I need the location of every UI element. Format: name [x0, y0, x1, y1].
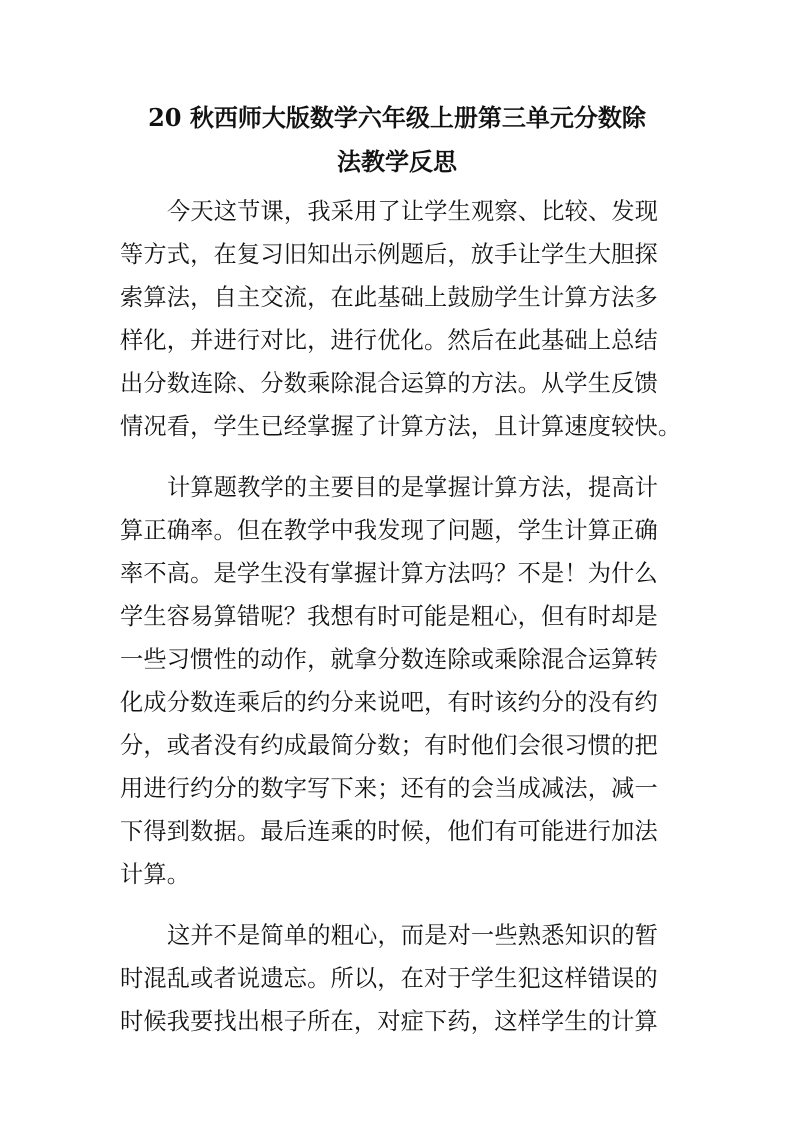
- document-body: [120, 190, 682, 1061]
- paragraph-3: [120, 914, 676, 1043]
- paragraph-line: 这并不是简单的粗心，而是对一些熟悉知识的暂: [167, 922, 659, 949]
- paragraph-line: 下得到数据。最后连乘的时候，他们有可能进行加法: [120, 818, 658, 845]
- paragraph-line: 索算法，自主交流，在此基础上鼓励学生计算方法多: [120, 284, 658, 311]
- paragraph-line: 今天这节课，我采用了让学生观察、比较、发现: [167, 198, 659, 225]
- paragraph-line: 算正确率。但在教学中我发现了问题，学生计算正确: [120, 517, 658, 544]
- document-title-line-1: 20 秋西师大版数学六年级上册第三单元分数除: [148, 103, 646, 132]
- paragraph-line: 计算题教学的主要目的是掌握计算方法，提高计: [167, 474, 659, 501]
- paragraph-line: 时候我要找出根子所在，对症下药，这样学生的计算: [120, 1008, 658, 1035]
- paragraph-line: 率不高。是学生没有掌握计算方法吗？不是！为什么: [120, 560, 658, 587]
- paragraph-line: 学生容易算错呢？我想有时可能是粗心，但有时却是: [120, 603, 658, 630]
- paragraph-line: 情况看，学生已经掌握了计算方法，且计算速度较快。: [120, 413, 682, 440]
- paragraph-line: 等方式，在复习旧知出示例题后，放手让学生大胆探: [120, 241, 658, 268]
- paragraph-line: 样化，并进行对比，进行优化。然后在此基础上总结: [120, 327, 658, 354]
- paragraph-line: 化成分数连乘后的约分来说吧，有时该约分的没有约: [120, 689, 658, 716]
- paragraph-2: [120, 466, 676, 896]
- paragraph-line: 分，或者没有约成最简分数；有时他们会很习惯的把: [120, 732, 658, 759]
- paragraph-line: 用进行约分的数字写下来；还有的会当成减法，减一: [120, 775, 658, 802]
- paragraph-line: 时混乱或者说遗忘。所以，在对于学生犯这样错误的: [120, 965, 658, 992]
- paragraph-line: 一些习惯性的动作，就拿分数连除或乘除混合运算转: [120, 646, 658, 673]
- paragraph-line: 计算。: [120, 861, 191, 888]
- paragraph-1: [120, 190, 682, 448]
- paragraph-line: 出分数连除、分数乘除混合运算的方法。从学生反馈: [120, 370, 658, 397]
- document-title-line-2: 法教学反思: [337, 147, 457, 176]
